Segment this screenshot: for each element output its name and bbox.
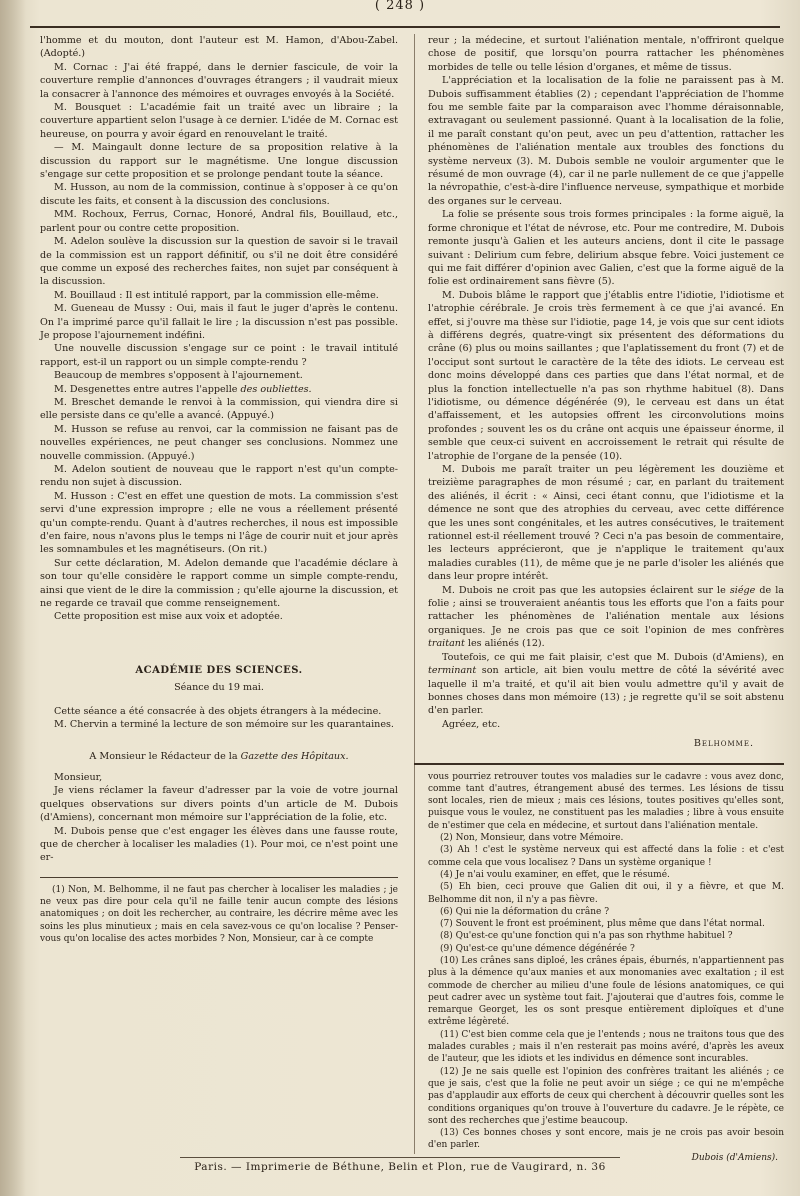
paragraph <box>428 584 784 651</box>
paragraph: M. Husson se refuse au renvoi, car la commission ne faisant pas de nouvelles expériences, ne peut changer ses conclusions. Nommez une nouvelle commission. (Appuyé.) <box>40 423 398 462</box>
paragraph: M. Dubois pense que c'est engager les élèves dans une fausse route, que de chercher à localiser les maladies (1). Pour moi, ce n'est point une er- <box>40 825 398 864</box>
footnote: (2) Non, Monsieur, dans votre Mémoire. <box>440 833 624 844</box>
footnote: (11) C'est bien comme cela que je l'entends ; nous ne traitons tous que des malades curables ; mais il n'en resterait pas moins avéré, d'après les aveux de l'auteur, que les idiots et les individus en démence sont incurables. <box>428 1029 784 1065</box>
right-column <box>428 34 784 1164</box>
text-run: son article, ait bien voulu mettre de côté la sévérité avec laquelle il m'a traité, et qu'il ait bien voulu admettre qu'il y avait de bonnes choses dans mon mémoire (13) ; je regrette qu'il se soit abstenu d'en parler. <box>428 665 784 717</box>
paragraph: M. Gueneau de Mussy : Oui, mais il faut le juger d'après le contenu. On l'a imprimé parce qu'il fallait le lire ; la discussion n'est pas possible. Je propose l'ajournement indéfini. <box>40 303 398 341</box>
paragraph: Cette proposition est mise aux voix et adoptée. <box>54 611 283 623</box>
paragraph: — M. Maingault donne lecture de sa proposition relative à la discussion du rapport sur le magnétisme. Une longue discussion s'engage sur cette proposition et se prolonge pendant toute la séance. <box>40 142 398 181</box>
paragraph: L'appréciation et la localisation de la folie ne paraissent pas à M. Dubois suffisamment établies (2) ; cependant l'appréciation de l'homme fou me semble faite par la comparaison avec l'homme déraisonnable, extravagant ou seulement passionné. Quant à la localisation de la folie, il me paraît constant qu'on peut, avec un peu d'attention, rattacher les phénomènes de l'aliénation mentale aux troubles des fonctions du système nerveux (3). M. Dubois semble ne vouloir argumenter que le résumé de mon ouvrage (4), car il ne parle nullement de ce que j'appelle la névropathie, c'est-à-dire l'influence nerveuse, sympathique et morbide des organes sur le cerveau. <box>428 75 784 207</box>
footnote: (10) Les crânes sans diploé, les crânes épais, éburnés, n'appartiennent pas plus à la démence qu'aux manies et aux monomanies avec exaltation ; il est commode de chercher au milieu d'une foule de lésions anatomiques, ce qui peut cadrer avec un système tout fait. J'ajouterai que d'autres fois, comme le remarque Georget, les os sont presque entièrement diploïques et d'une extrême légèreté. <box>428 955 784 1028</box>
paragraph: Une nouvelle discussion s'engage sur ce point : le travail intitulé rapport, est-il un rapport ou un simple compte-rendu ? <box>40 343 398 368</box>
footnote-rule <box>414 763 784 765</box>
left-column <box>40 34 398 945</box>
page-number: ( 248 ) <box>374 0 426 13</box>
salutation: Monsieur, <box>54 771 103 783</box>
footnote: (6) Qui nie la déformation du crâne ? <box>440 906 610 917</box>
paragraph: Beaucoup de membres s'opposent à l'ajournement. <box>54 370 303 382</box>
text-run: les aliénés (12). <box>464 638 545 650</box>
footnote-rule <box>40 877 398 878</box>
footnotes <box>428 771 784 1165</box>
paragraph: M. Chervin a terminé la lecture de son mémoire sur les quarantaines. <box>54 719 394 731</box>
closing: Agréez, etc. <box>442 718 501 730</box>
text-run: Toutefois, ce qui me fait plaisir, c'est que M. Dubois (d'Amiens), en <box>442 651 784 663</box>
paragraph: M. Adelon soulève la discussion sur la question de savoir si le travail de la commission est un rapport définitif, ou s'il ne doit être considéré que comme un exposé des recherches faites, non sujet par conséquent à la discussion. <box>40 236 398 288</box>
paragraph: M. Bouillaud : Il est intitulé rapport, par la commission elle-même. <box>54 289 379 301</box>
paragraph: l'homme et du mouton, dont l'auteur est M. Hamon, d'Abou-Zabel. (Adopté.) <box>40 35 398 60</box>
footer-rule <box>180 1157 620 1158</box>
footnote: (1) Non, M. Belhomme, il ne faut pas chercher à localiser les maladies ; je ne veux pas dire pour cela qu'il ne faille tenir aucun compte des lésions anatomiques ; on doit les rechercher, au contraire, les décrire même avec les soins les plus minutieux ; mais en cela savez-vous ce qu'on localise ? Penser-vous qu'on localise des actes morbides ? Non, Monsieur, car à ce compte <box>40 884 398 944</box>
italic-run: des oubliettes. <box>240 383 312 395</box>
text-run: A Monsieur le Rédacteur de la <box>89 750 241 762</box>
footnote-signature: Dubois (d'Amiens). <box>691 1152 778 1163</box>
italic-run: Gazette des Hôpitaux. <box>240 750 349 762</box>
footnote: (12) Je ne sais quelle est l'opinion des confrères traitant les aliénés ; ce que je sais, c'est que la folie ne peut avoir un siége ; ce qui ne m'empêche pas d'applaudir aux efforts de ceux qui cherchent à découvrir quelles sont les conditions organiques qu'on trouve à l'ouverture du cadavre. Je le répète, ce sont des recherches que j'estime beaucoup. <box>428 1066 784 1126</box>
paragraph: M. Husson, au nom de la commission, continue à s'opposer à ce qu'on discute les faits, et consent à la discussion des conclusions. <box>40 182 398 207</box>
paragraph: M. Cornac : J'ai été frappé, dans le dernier fascicule, de voir la couverture remplie d'annonces d'ouvrages étrangers ; il vaudrait mieux la consacrer à l'annonce des mémoires et ouvrages envoyés à la Société. <box>40 61 398 100</box>
section-heading: ACADÉMIE DES SCIENCES. <box>135 664 303 676</box>
footnote: (8) Qu'est-ce qu'une fonction qui n'a pas son rhythme habituel ? <box>440 931 733 942</box>
italic-run: traitant <box>428 638 465 650</box>
footnote: (3) Ah ! c'est le système nerveux qui est affecté dans la folie : et c'est comme cela que vous localisez ? Dans un système organique ! <box>428 845 784 868</box>
footnote: (9) Qu'est-ce qu'une démence dégénérée ? <box>440 943 635 954</box>
footnote: (4) Je n'ai voulu examiner, en effet, que le résumé. <box>440 869 670 880</box>
paragraph: M. Dubois blâme le rapport que j'établis entre l'idiotie, l'idiotisme et l'atrophie cérébrale. Je crois très fermement à ce que j'ai avancé. En effet, si j'ouvre ma thèse sur l'idiotie, page 14, je vois que sur cent idiots à différens degrés, quatre-vingt six présentent des déformations du crâne (6) plus ou moins saillantes ; que l'aplatissement du front (7) et de l'occiput sont surtout le caractère de la tête des idiots. Le cerveau est donc moins développé dans ces parties que dans l'état normal, et de plus la fonction intellectuelle n'a pas son rhythme habituel (8). Dans l'idiotisme, ou démence dégénérée (9), le cerveau est dans un état d'affaissement, et les autopsies offrent les circonvolutions moins profondes ; souvent les os du crâne ont acquis une épaisseur énorme, il semble que ceux-ci suivent en accroissement le retrait qui résulte de l'atrophie de l'organe de la pensée (10). <box>428 289 784 462</box>
paragraph: MM. Rochoux, Ferrus, Cornac, Honoré, Andral fils, Bouillaud, etc., parlent pour ou contre cette proposition. <box>40 209 398 234</box>
footnote: vous pourriez retrouver toutes vos maladies sur le cadavre : vous avez donc, comme tant d'autres, étrangement abusé des termes. Les lésions de tissu sont locales, rien de mieux ; mais ces lésions, toutes positives qu'elles sont, puisque vous le voulez, ne constituent pas les maladies ; libre à vous ensuite de n'estimer que cela en médecine, et surtout dans l'aliénation mentale. <box>428 771 784 831</box>
header-rule <box>30 26 780 28</box>
italic-run: terminant <box>428 665 477 677</box>
footnote: (13) Ces bonnes choses y sont encore, mais je ne crois pas avoir besoin d'en parler. <box>428 1128 784 1151</box>
paragraph: M. Dubois me paraît traiter un peu légèrement les douzième et treizième paragraphes de mon résumé ; car, en parlant du traitement des aliénés, il écrit : « Ainsi, ceci étant connu, que l'idiotisme et la démence ne sont que des atrophies du cerveau, avec cette différence que les unes sont congénitales, et les autres consécutives, le traitement rationnel est-il réellement trouvé ? Ceci n'a pas besoin de commentaire, les lecteurs apprécieront, que je n'applique le traitement qu'aux maladies curables (11), de même que je ne parle d'isoler les aliénés que dans leur propre intérêt. <box>428 464 784 583</box>
printer-imprint: Paris. — Imprimerie de Béthune, Belin et Plon, rue de Vaugirard, n. 36 <box>194 1161 606 1173</box>
paragraph: M. Husson : C'est en effet une question de mots. La commission s'est servi d'une expression impropre ; elle ne vous a réellement présenté qu'un compte-rendu. Quant à d'autres recherches, il nous est impossible d'en faire, nous n'avons plus le temps ni l'âge de courir nuit et jour après les somnambules et les magnétiseurs. (On rit.) <box>40 490 398 556</box>
signature: Belhomme. <box>693 738 754 750</box>
text-run: M. Dubois ne croit pas que les autopsies éclairent sur le <box>442 584 730 596</box>
italic-run: siége <box>729 584 756 596</box>
footnote: (5) Eh bien, ceci prouve que Galien dit oui, il y a fièvre, et que M. Belhomme dit non, il n'y a pas fièvre. <box>428 882 784 905</box>
paragraph: Cette séance a été consacrée à des objets étrangers à la médecine. <box>54 705 382 717</box>
footnote: (7) Souvent le front est proéminent, plus même que dans l'état normal. <box>440 919 765 930</box>
paragraph: Je viens réclamer la faveur d'adresser par la voie de votre journal quelques observations sur divers points d'un article de M. Dubois (d'Amiens), concernant mon mémoire sur l'appréciation de la folie, etc. <box>40 785 398 824</box>
paragraph: M. Breschet demande le renvoi à la commission, qui viendra dire si elle persiste dans ce qu'elle a avancé. (Appuyé.) <box>40 396 398 422</box>
column-divider <box>414 34 415 1154</box>
binding-shadow <box>0 0 26 1196</box>
paragraph: M. Bousquet : L'académie fait un traité avec un libraire ; la couverture appartient selon l'usage à ce dernier. L'idée de M. Cornac est heureuse, on pourra y avoir égard en renouvelant le traité. <box>40 102 398 140</box>
paragraph <box>428 651 784 718</box>
paragraph: reur ; la médecine, et surtout l'aliénation mentale, n'offriront quelque chose de positif, que lorsqu'on pourra rattacher les phénomènes morbides de telle ou telle lésion d'organes, et même de tissus. <box>428 35 784 73</box>
paragraph <box>40 383 398 396</box>
footnotes <box>40 884 398 945</box>
letter-heading <box>40 750 398 763</box>
text-run: M. Desgenettes entre autres l'appelle <box>54 383 241 395</box>
paragraph: Sur cette déclaration, M. Adelon demande que l'académie déclare à son tour qu'elle considère le rapport comme un simple compte-rendu, ainsi que vient de le dire la commission ; qu'elle ajourne la discussion, et ne regarde ce travail que comme renseignement. <box>40 557 398 610</box>
section-date: Séance du 19 mai. <box>174 682 264 694</box>
text-run: de la folie ; ainsi se trouveraient anéantis tous les efforts que l'on a faits pour rattacher les phénomènes de l'aliénation mentale aux lésions organiques. Je ne crois pas que ce soit l'opinion de mes confrères <box>428 584 784 636</box>
paragraph: La folie se présente sous trois formes principales : la forme aiguë, la forme chronique et l'état de névrose, etc. Pour me contredire, M. Dubois remonte jusqu'à Galien et les auteurs anciens, dont il cite le passage suivant : Delirium cum febre, delirium absque febre. Voici justement ce qui me fait différer d'opinion avec Galien, c'est que la forme aiguë de la folie est ordinairement sans fièvre (5). <box>428 209 784 288</box>
paragraph: M. Adelon soutient de nouveau que le rapport n'est qu'un compte-rendu non sujet à discussion. <box>40 464 398 489</box>
